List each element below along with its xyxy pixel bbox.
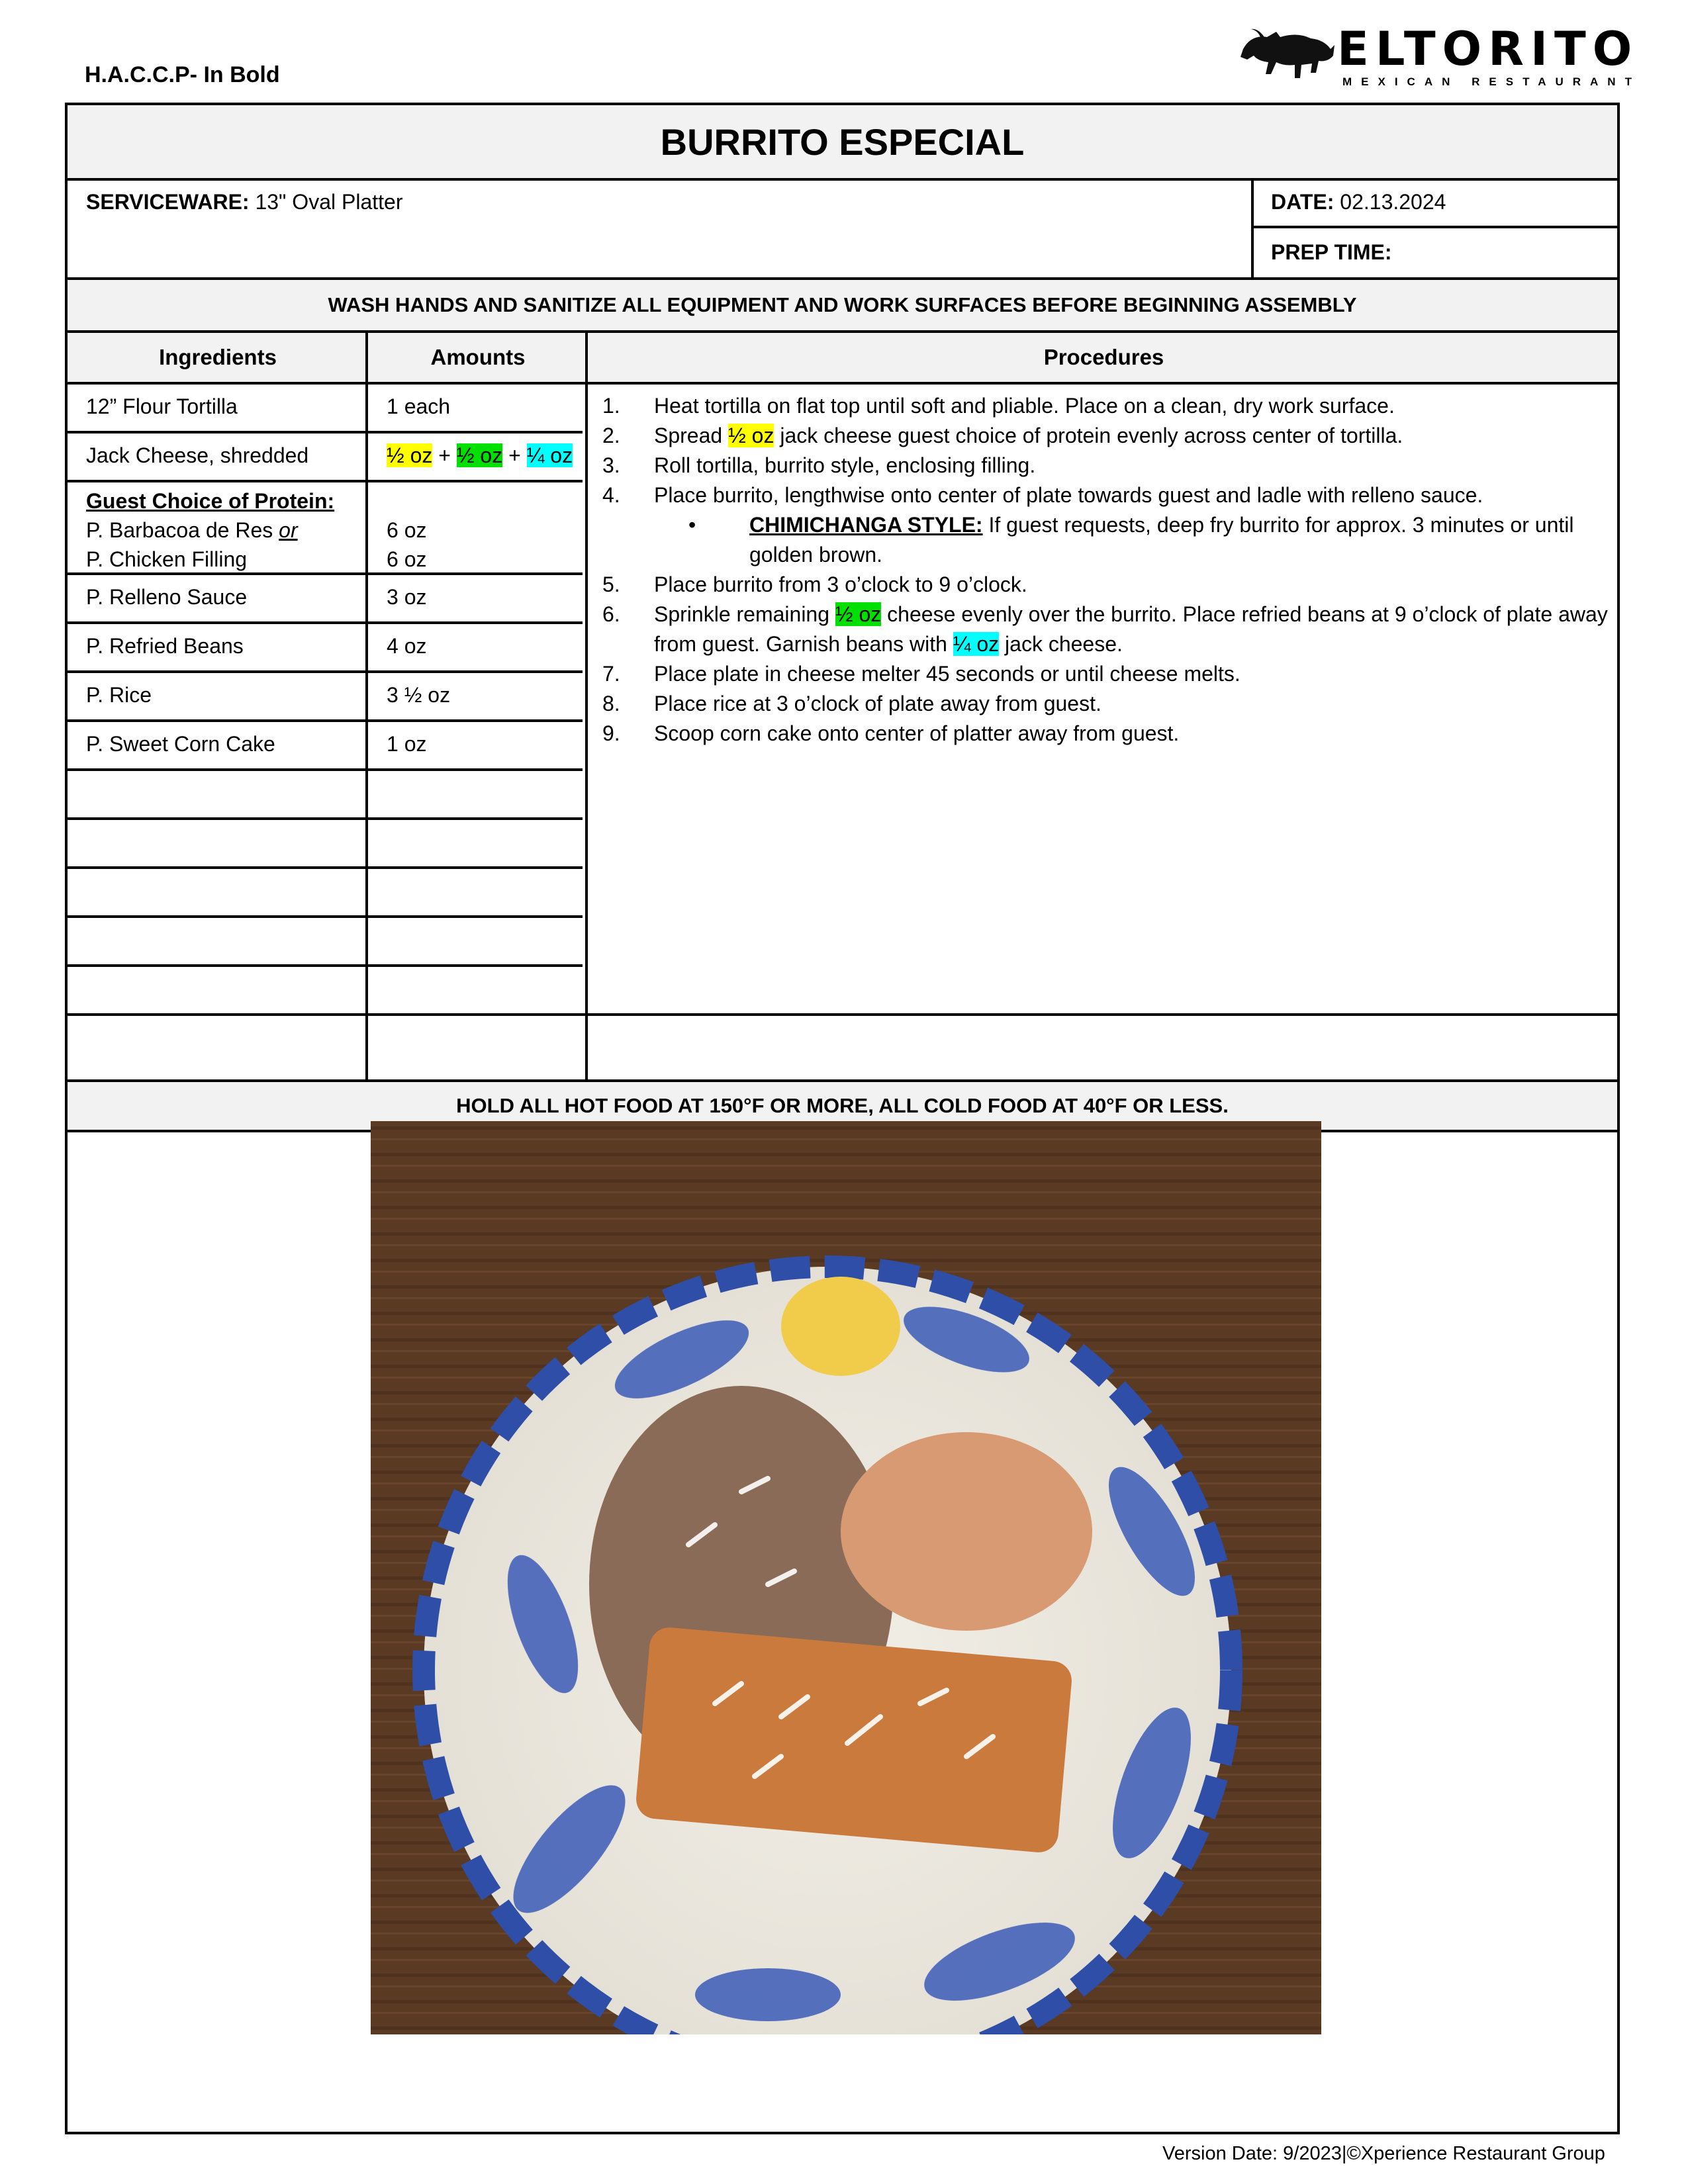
procedure-step: 1. Heat tortilla on flat top until soft and pliable. Place on a clean, dry work surface.	[602, 394, 1395, 418]
hold-temperature-banner: HOLD ALL HOT FOOD AT 150°F OR MORE, ALL COLD FOOD AT 40°F OR LESS.	[68, 1082, 1617, 1130]
protein-group-title: Guest Choice of Protein:	[86, 489, 335, 513]
amount-part-highlight: ½ oz	[456, 443, 503, 467]
procedures-header: Procedures	[1043, 345, 1164, 369]
ingredient-tortilla: 12” Flour Tortilla	[86, 394, 238, 418]
amount-rice: 3 ½ oz	[387, 683, 451, 707]
ingredient-relleno-sauce: P. Relleno Sauce	[86, 585, 248, 609]
amount-relleno-sauce: 3 oz	[387, 585, 427, 609]
amount-part-highlight: ½ oz	[387, 443, 433, 467]
plate-photo	[371, 1121, 1321, 2034]
ingredients-header: Ingredients	[159, 345, 277, 369]
procedure-step: 6. Sprinkle remaining ½ oz cheese evenly over the burrito. Place refried beans at 9 o’clock of plate away from guest. Garnish beans with ¼ oz jack cheese.	[602, 602, 1608, 656]
prep-time	[1271, 240, 1392, 265]
procedures-list	[602, 391, 1609, 749]
serviceware	[86, 190, 402, 214]
recipe-card	[65, 103, 1620, 2134]
prep-time-label: PREP TIME:	[1271, 240, 1392, 264]
amount-jack-cheese	[387, 443, 573, 468]
amount-sweet-corn-cake: 1 oz	[387, 732, 427, 756]
haccp-note: H.A.C.C.P- In Bold	[85, 62, 280, 87]
procedure-step: 4. Place burrito, lengthwise onto center of plate towards guest and ladle with relleno sauce.	[602, 483, 1483, 507]
ingredient-sweet-corn-cake: P. Sweet Corn Cake	[86, 732, 275, 756]
amount-barbacoa: 6 oz	[387, 518, 427, 542]
ingredient-refried-beans: P. Refried Beans	[86, 634, 244, 658]
procedure-substep-chimichanga: • CHIMICHANGA STYLE: If guest requests, deep fry burrito for approx. 3 minutes or until golden brown.	[688, 513, 1574, 567]
date-label: DATE:	[1271, 190, 1335, 214]
footer-version: Version Date: 9/2023|©Xperience Restaurant Group	[1162, 2143, 1605, 2164]
brand-name: ELTORITO	[1337, 22, 1639, 76]
ingredient-jack-cheese: Jack Cheese, shredded	[86, 443, 309, 467]
recipe-title: BURRITO ESPECIAL	[68, 105, 1617, 178]
amount-separator: +	[508, 443, 521, 467]
amount-refried-beans: 4 oz	[387, 634, 427, 658]
brand-tagline: MEXICAN RESTAURANT	[1342, 75, 1641, 88]
ingredient-protein-group	[86, 486, 334, 574]
date-value: 02.13.2024	[1340, 190, 1446, 214]
el-torito-logo	[1238, 22, 1641, 88]
serviceware-label: SERVICEWARE:	[86, 190, 250, 214]
procedure-step: 2. Spread ½ oz jack cheese guest choice of protein evenly across center of tortilla.	[602, 424, 1403, 447]
amount-chicken: 6 oz	[387, 547, 427, 571]
ingredient-chicken: P. Chicken Filling	[86, 547, 248, 571]
amounts-header: Amounts	[430, 345, 526, 369]
serviceware-value: 13" Oval Platter	[255, 190, 403, 214]
procedure-step: 3. Roll tortilla, burrito style, enclosing filling.	[602, 453, 1036, 477]
procedure-step: 7. Place plate in cheese melter 45 seconds or until cheese melts.	[602, 662, 1241, 686]
wash-hands-banner: WASH HANDS AND SANITIZE ALL EQUIPMENT AND WORK SURFACES BEFORE BEGINNING ASSEMBLY	[68, 280, 1617, 330]
amount-tortilla: 1 each	[387, 394, 451, 418]
procedure-step: 5. Place burrito from 3 o’clock to 9 o’clock.	[602, 572, 1027, 596]
bull-icon	[1238, 23, 1337, 83]
date	[1271, 190, 1446, 214]
amount-part-highlight: ¼ oz	[526, 443, 573, 467]
procedure-step: 8. Place rice at 3 o’clock of plate away from guest.	[602, 692, 1102, 715]
amount-protein-group	[387, 516, 426, 574]
ingredient-barbacoa: P. Barbacoa de Res or	[86, 518, 298, 542]
ingredient-rice: P. Rice	[86, 683, 152, 707]
procedure-step: 9. Scoop corn cake onto center of platter away from guest.	[602, 721, 1180, 745]
amount-separator: +	[438, 443, 451, 467]
